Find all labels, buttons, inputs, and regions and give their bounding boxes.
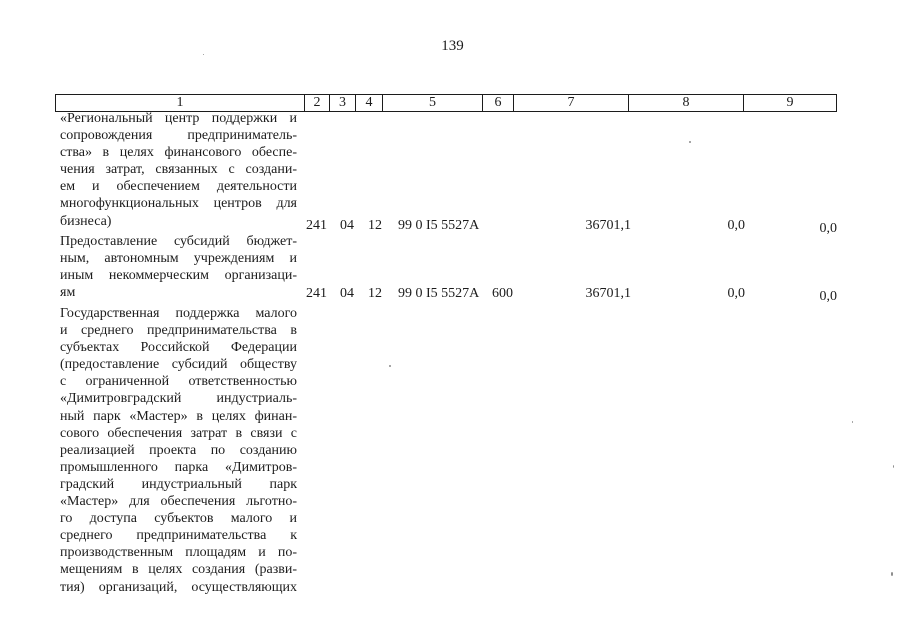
cell-grbs: 241 xyxy=(306,218,327,233)
description-line: «Димитровградский индустриаль- xyxy=(60,391,297,407)
column-header-7: 7 xyxy=(514,95,629,111)
scan-speck xyxy=(891,572,893,576)
column-header-1: 1 xyxy=(56,95,305,111)
cell-podrazdel: 12 xyxy=(368,218,382,233)
table-row-description xyxy=(60,110,297,230)
cell-amount-col7: 36701,1 xyxy=(585,286,631,301)
cell-grbs: 241 xyxy=(306,286,327,301)
column-header-2: 2 xyxy=(305,95,330,111)
cell-target-article: 99 0 I5 5527А xyxy=(398,286,480,301)
cell-razdel: 04 xyxy=(340,286,354,301)
page-number: 139 xyxy=(441,38,464,54)
description-line: сопровождения предприниматель- xyxy=(60,128,297,144)
cell-amount-col9: 0,0 xyxy=(819,289,837,304)
description-line: иным некоммерческим организаци- xyxy=(60,268,297,284)
column-header-4: 4 xyxy=(356,95,383,111)
cell-target-article: 99 0 I5 5527А xyxy=(398,218,480,233)
column-header-6: 6 xyxy=(483,95,514,111)
cell-amount-col8: 0,0 xyxy=(727,218,745,233)
description-line: субъектах Российской Федерации xyxy=(60,340,297,356)
description-line: реализацией проекта по созданию xyxy=(60,442,297,458)
description-line: среднего предпринимательства к xyxy=(60,528,297,544)
column-header-8: 8 xyxy=(629,95,744,111)
scan-speck xyxy=(689,141,691,143)
table-row-description xyxy=(60,233,297,301)
scan-speck xyxy=(203,54,204,55)
column-header-9: 9 xyxy=(786,95,794,110)
table-row-description xyxy=(60,305,297,596)
description-line: сового обеспечения затрат в связи с xyxy=(60,425,297,441)
description-line: ям xyxy=(60,285,76,301)
description-line: Предоставление субсидий бюджет- xyxy=(60,234,297,249)
description-line: Государственная поддержка малого xyxy=(60,306,297,321)
description-line: мещениям в целях создания (разви- xyxy=(60,562,297,578)
description-line: го доступа субъектов малого и xyxy=(60,511,297,527)
column-header-5: 5 xyxy=(383,95,483,111)
cell-amount-col7: 36701,1 xyxy=(585,218,631,233)
description-line: градский индустриальный парк xyxy=(60,476,297,492)
scan-speck xyxy=(893,465,894,468)
description-line: чения затрат, связанных с создани- xyxy=(60,162,297,178)
description-line: тия) организаций, осуществляющих xyxy=(60,579,297,595)
description-line: промышленного парка «Димитров- xyxy=(60,459,297,475)
description-line: «Мастер» для обеспечения льготно- xyxy=(60,494,297,510)
scan-speck xyxy=(852,421,853,423)
cell-podrazdel: 12 xyxy=(368,286,382,301)
cell-razdel: 04 xyxy=(340,218,354,233)
description-line: ства» в целях финансового обеспе- xyxy=(60,145,297,161)
scan-speck xyxy=(389,365,391,367)
description-line: ный парк «Мастер» в целях финан- xyxy=(60,408,297,424)
description-line: производственным площадям и по- xyxy=(60,545,297,561)
description-line: ным, автономным учреждениям и xyxy=(60,251,297,267)
cell-amount-col8: 0,0 xyxy=(727,286,745,301)
description-line: многофункциональных центров для xyxy=(60,196,297,212)
cell-expense-type: 600 xyxy=(492,286,513,301)
description-line: бизнеса) xyxy=(60,213,112,229)
column-header-3: 3 xyxy=(330,95,356,111)
description-line: (предоставление субсидий обществу xyxy=(60,357,297,373)
description-line: «Региональный центр поддержки и xyxy=(60,111,297,126)
description-line: с ограниченной ответственностью xyxy=(60,374,297,390)
description-line: и среднего предпринимательства в xyxy=(60,323,297,339)
description-line: ем и обеспечением деятельности xyxy=(60,179,297,195)
cell-amount-col9: 0,0 xyxy=(819,221,837,236)
